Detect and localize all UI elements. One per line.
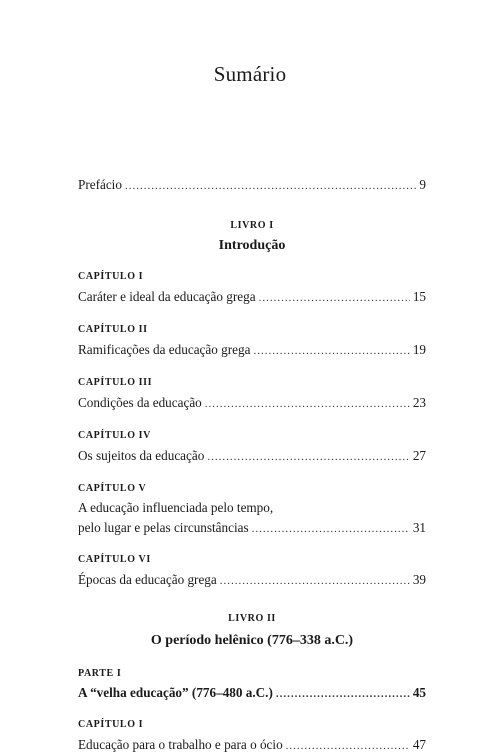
chapter-label: CAPÍTULO V — [78, 483, 147, 494]
toc-entry[interactable] — [78, 519, 426, 538]
toc-entry-title: A “velha educação” (776–480 a.C.) — [78, 685, 273, 700]
dot-leader — [259, 289, 410, 307]
book-title: O período helênico (776–338 a.C.) — [150, 633, 354, 648]
toc-entry[interactable] — [78, 736, 426, 755]
toc-entry[interactable] — [78, 341, 426, 360]
toc-entry-title: Prefácio — [78, 177, 122, 192]
dot-leader — [252, 520, 410, 538]
chapter-label: CAPÍTULO III — [78, 377, 153, 388]
dot-leader — [253, 342, 409, 360]
dot-leader — [220, 572, 410, 590]
toc-entry[interactable] — [78, 571, 426, 590]
toc-entry-part[interactable] — [78, 684, 426, 703]
table-of-contents — [78, 176, 426, 755]
toc-page-number: 23 — [412, 395, 426, 410]
chapter-label: CAPÍTULO VI — [78, 554, 151, 565]
toc-entry[interactable] — [78, 288, 426, 307]
dot-leader — [286, 737, 410, 755]
toc-page-number: 27 — [412, 448, 426, 463]
dot-leader — [276, 685, 410, 703]
toc-page-number: 31 — [412, 520, 426, 535]
toc-page-number: 9 — [419, 177, 426, 192]
chapter-label: CAPÍTULO IV — [78, 430, 151, 441]
dot-leader — [125, 177, 416, 195]
toc-entry-title: pelo lugar e pelas circunstâncias — [78, 520, 249, 535]
chapter-label: CAPÍTULO II — [78, 324, 148, 335]
toc-page-number: 45 — [412, 685, 426, 700]
toc-entry-prefacio[interactable] — [78, 176, 426, 195]
chapter-label: CAPÍTULO I — [78, 719, 144, 730]
book-title: Introdução — [218, 238, 286, 253]
toc-page-number: 15 — [412, 289, 426, 304]
toc-entry-title: Épocas da educação grega — [78, 572, 217, 587]
toc-entry-title: Educação para o trabalho e para o ócio — [78, 737, 283, 752]
toc-page-number: 19 — [412, 342, 426, 357]
dot-leader — [205, 395, 410, 413]
dot-leader — [207, 448, 409, 466]
toc-entry-title-line[interactable]: A educação influenciada pelo tempo, — [78, 500, 274, 515]
page-title: Sumário — [213, 62, 287, 86]
part-label: PARTE I — [78, 668, 122, 679]
toc-page-number: 47 — [412, 737, 426, 752]
toc-entry-title: Os sujeitos da educação — [78, 448, 205, 463]
toc-entry-title: Ramificações da educação grega — [78, 342, 251, 357]
toc-page-number: 39 — [412, 572, 426, 587]
toc-entry-title: Condições da educação — [78, 395, 202, 410]
toc-entry[interactable] — [78, 447, 426, 466]
toc-entry[interactable] — [78, 394, 426, 413]
chapter-label: CAPÍTULO I — [78, 271, 144, 282]
book-label: LIVRO II — [228, 613, 276, 624]
book-label: LIVRO I — [230, 220, 274, 231]
toc-entry-title: Caráter e ideal da educação grega — [78, 289, 256, 304]
